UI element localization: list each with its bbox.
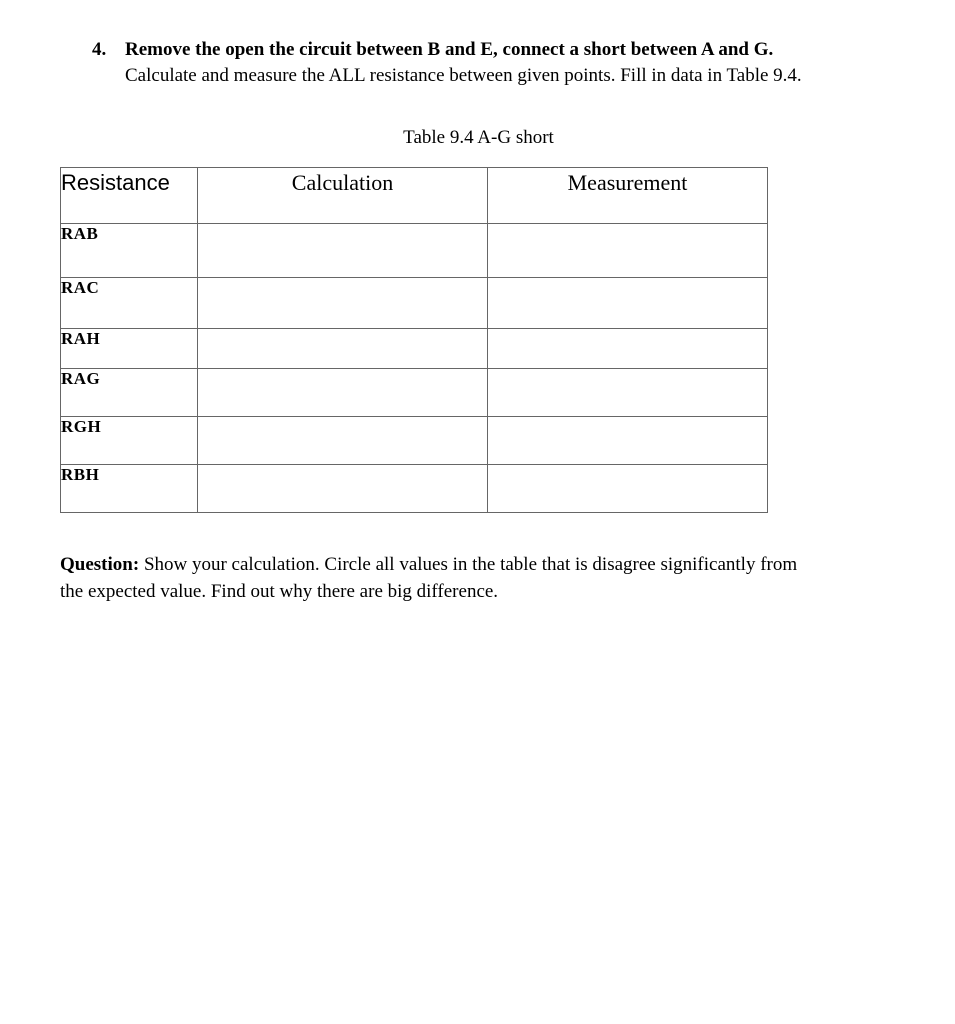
instruction-number: 4. — [92, 39, 107, 60]
table-row-rah — [61, 329, 768, 369]
question-block — [60, 551, 900, 605]
measurement-cell[interactable] — [488, 224, 768, 278]
instruction-block — [92, 37, 932, 89]
table-caption: Table 9.4 A-G short — [403, 127, 554, 148]
header-calculation: Calculation — [198, 168, 488, 224]
measurement-cell[interactable] — [488, 278, 768, 329]
instruction-line-1: Remove the open the circuit between B and E, connect a short between A and G. — [125, 39, 774, 60]
question-text-1: Show your calculation. Circle all values in the table that is disagree significantly from — [139, 554, 798, 575]
row-label: RAC — [61, 278, 198, 329]
row-label: RBH — [61, 465, 198, 513]
header-measurement: Measurement — [488, 168, 768, 224]
measurement-cell[interactable] — [488, 465, 768, 513]
calculation-cell[interactable] — [198, 417, 488, 465]
instruction-text — [125, 37, 932, 89]
row-label: RAH — [61, 329, 198, 369]
question-line-1 — [60, 551, 900, 578]
measurement-cell[interactable] — [488, 417, 768, 465]
row-label: RAB — [61, 224, 198, 278]
calculation-cell[interactable] — [198, 465, 488, 513]
question-label: Question: — [60, 554, 140, 575]
calculation-cell[interactable] — [198, 278, 488, 329]
table-header-row — [61, 168, 768, 224]
table-row-rbh — [61, 465, 768, 513]
table-row-rag — [61, 369, 768, 417]
table-row-rab — [61, 224, 768, 278]
table-row-rac — [61, 278, 768, 329]
measurement-cell[interactable] — [488, 329, 768, 369]
table-row-rgh — [61, 417, 768, 465]
calculation-cell[interactable] — [198, 224, 488, 278]
calculation-cell[interactable] — [198, 329, 488, 369]
header-resistance: Resistance — [61, 168, 198, 224]
measurement-cell[interactable] — [488, 369, 768, 417]
question-line-2: the expected value. Find out why there are big difference. — [60, 581, 499, 602]
instruction-line-2: Calculate and measure the ALL resistance between given points. Fill in data in Table 9.4. — [125, 65, 802, 86]
row-label: RAG — [61, 369, 198, 417]
row-label: RGH — [61, 417, 198, 465]
resistance-table — [60, 167, 768, 513]
calculation-cell[interactable] — [198, 369, 488, 417]
